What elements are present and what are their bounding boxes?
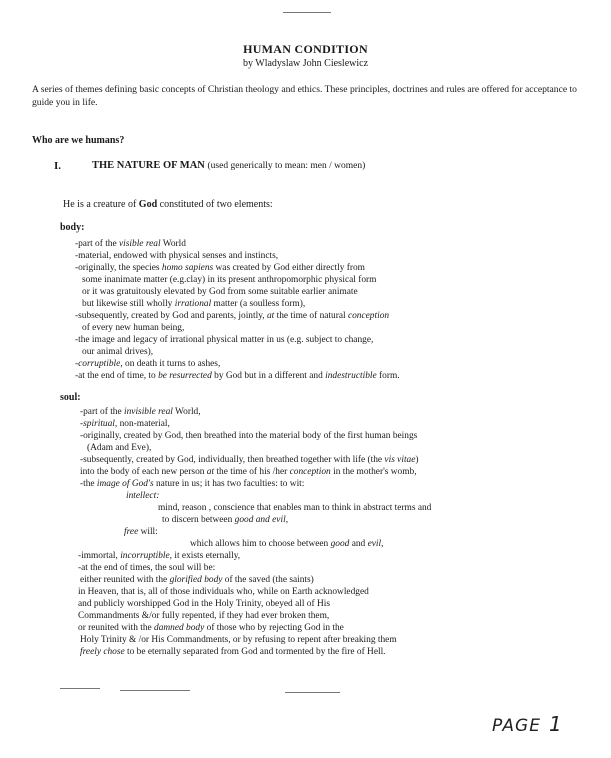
text: -part of the <box>75 239 119 249</box>
soul-line <box>80 574 314 586</box>
text: which allows him to choose between <box>190 539 331 549</box>
soul-line <box>78 562 215 574</box>
lead-bold: God <box>138 199 158 210</box>
text: form. <box>376 371 400 381</box>
text: but likewise still wholly <box>82 299 175 309</box>
text: Commandments &/or fully repented, if they had ever broken them, <box>78 611 330 621</box>
section-number: I. <box>54 160 62 172</box>
text: in Heaven, that is, all of those individuals who, while on Earth acknowledged <box>78 587 369 597</box>
scan-speck <box>60 688 100 689</box>
italic-text: glorified body <box>169 575 223 585</box>
text: mind, reason , conscience that enables man to think in abstract terms and <box>158 503 432 513</box>
text: , on death it turns to ashes, <box>120 359 221 369</box>
page-number: 1 <box>548 712 563 736</box>
document-title: HUMAN CONDITION <box>243 42 368 56</box>
section-question: Who are we humans? <box>32 135 125 146</box>
text: our animal drives), <box>82 347 154 357</box>
italic-text: visible real <box>119 239 161 249</box>
body-line <box>75 262 365 274</box>
body-label: body: <box>60 222 85 233</box>
text: -originally, the species <box>75 263 162 273</box>
text: , it exists eternally, <box>169 551 241 561</box>
text: either reunited with the <box>80 575 170 585</box>
body-line <box>75 238 186 250</box>
soul-line <box>126 490 159 502</box>
lead-pre: He is a creature of <box>63 199 139 210</box>
text: matter (a soulless form), <box>211 299 306 309</box>
body-line <box>75 250 278 262</box>
italic-text: freely chose <box>80 647 125 657</box>
italic-text: free <box>124 527 139 537</box>
text: or it was gratuitously elevated by God from some suitable earlier animate <box>82 287 358 297</box>
italic-text: conception <box>289 467 331 477</box>
text: -subsequently, created by God, individually, then breathed together with life (the <box>80 455 385 465</box>
body-line <box>75 334 373 346</box>
italic-text: spiritual <box>83 419 115 429</box>
intro-paragraph: A series of themes defining basic concepts of Christian theology and ethics. These principles, doctrines and rules are offered for acceptance to guide you in life. <box>32 84 577 108</box>
text: and publicly worshipped God in the Holy Trinity, obeyed all of His <box>78 599 330 609</box>
italic-text: damned body <box>154 623 205 633</box>
italic-text: evil <box>367 539 382 549</box>
text: of the saved (the saints) <box>222 575 314 585</box>
text: -originally, created by God, then breathed into the material body of the first human beings <box>80 431 418 441</box>
text: by God but in a different and <box>211 371 326 381</box>
soul-line <box>78 586 369 598</box>
text: to be eternally separated from God and tormented by the fire of Hell. <box>124 647 386 657</box>
lead-post: constituted of two elements: <box>157 199 273 210</box>
text: and <box>349 539 368 549</box>
italic-text: at <box>266 311 275 321</box>
soul-line <box>80 406 201 418</box>
text: the time of natural <box>274 311 348 321</box>
italic-text: irrational <box>174 299 212 309</box>
body-line <box>75 370 400 382</box>
italic-text: indestructible <box>325 371 377 381</box>
body-line <box>82 298 305 310</box>
soul-line <box>80 430 417 442</box>
text: in the mother's womb, <box>330 467 417 477</box>
italic-text: be resurrected <box>158 371 212 381</box>
text: -subsequently, created by God and parents, jointly, <box>75 311 267 321</box>
body-line <box>75 310 389 322</box>
text: - <box>75 359 79 369</box>
soul-line <box>87 442 151 454</box>
soul-line <box>162 514 288 526</box>
text: -the <box>80 479 97 489</box>
soul-line <box>124 526 158 538</box>
italic-text: good <box>330 539 350 549</box>
text: will: <box>138 527 158 537</box>
text: World, <box>172 407 201 417</box>
text: to discern between <box>162 515 235 525</box>
scan-speck <box>283 12 331 13</box>
italic-text: good and evil <box>234 515 286 525</box>
soul-line <box>78 610 329 622</box>
soul-line <box>80 478 304 490</box>
text: some inanimate matter (e.g.clay) in its present anthropomorphic physical form <box>82 275 377 285</box>
text: Holy Trinity & /or His Commandments, or by refusing to repent after breaking them <box>80 635 397 645</box>
italic-text: vis vitae <box>384 455 416 465</box>
text: into the body of each new person <box>80 467 207 477</box>
text: - <box>80 419 84 429</box>
text: , <box>381 539 384 549</box>
text: -at the end of time, to <box>75 371 159 381</box>
soul-line <box>80 466 417 478</box>
text: -immortal, <box>78 551 121 561</box>
body-line <box>82 274 376 286</box>
italic-text: conception <box>347 311 390 321</box>
text: -part of the <box>80 407 124 417</box>
document-byline: by Wladyslaw John Cieslewicz <box>242 58 369 69</box>
section-heading <box>92 160 365 171</box>
soul-line <box>80 418 170 430</box>
italic-text: at <box>206 467 215 477</box>
italic-text: invisible real <box>124 407 173 417</box>
text: -material, endowed with physical senses and instincts, <box>75 251 279 261</box>
soul-line <box>78 598 330 610</box>
text: ) <box>415 455 419 465</box>
italic-text: homo sapiens <box>161 263 214 273</box>
text: -at the end of times, the soul will be: <box>78 563 216 573</box>
text: World <box>160 239 186 249</box>
italic-text: incorruptible <box>120 551 170 561</box>
text: of those who by rejecting God in the <box>204 623 344 633</box>
body-line <box>75 358 220 370</box>
scan-speck <box>120 690 190 691</box>
page-label-text: PAGE <box>492 716 541 736</box>
text: , non-material, <box>114 419 170 429</box>
text: the time of his /her <box>214 467 290 477</box>
body-line <box>82 346 153 358</box>
text: was created by God either directly from <box>213 263 365 273</box>
body-line <box>82 286 358 298</box>
text: -the image and legacy of irrational physical matter in us (e.g. subject to change, <box>75 335 374 345</box>
soul-line <box>80 454 419 466</box>
soul-line <box>158 502 431 514</box>
text: of every new human being, <box>82 323 185 333</box>
section-note: (used generically to mean: men / women) <box>207 161 366 171</box>
soul-line <box>190 538 383 550</box>
soul-line <box>80 646 386 658</box>
text: (Adam and Eve), <box>87 443 152 453</box>
lead-sentence <box>63 199 273 210</box>
soul-line <box>78 550 240 562</box>
text: , <box>285 515 289 525</box>
italic-text: intellect: <box>126 491 160 501</box>
soul-line <box>78 622 344 634</box>
section-title: THE NATURE OF MAN <box>92 160 205 171</box>
italic-text: image of God's <box>96 479 154 489</box>
soul-line <box>80 634 397 646</box>
text: or reunited with the <box>78 623 155 633</box>
body-line <box>82 322 184 334</box>
scan-speck <box>285 692 340 693</box>
soul-label: soul: <box>60 392 81 403</box>
italic-text: corruptible <box>78 359 121 369</box>
text: nature in us; it has two faculties: to wit: <box>153 479 305 489</box>
page-number-label <box>492 712 563 736</box>
